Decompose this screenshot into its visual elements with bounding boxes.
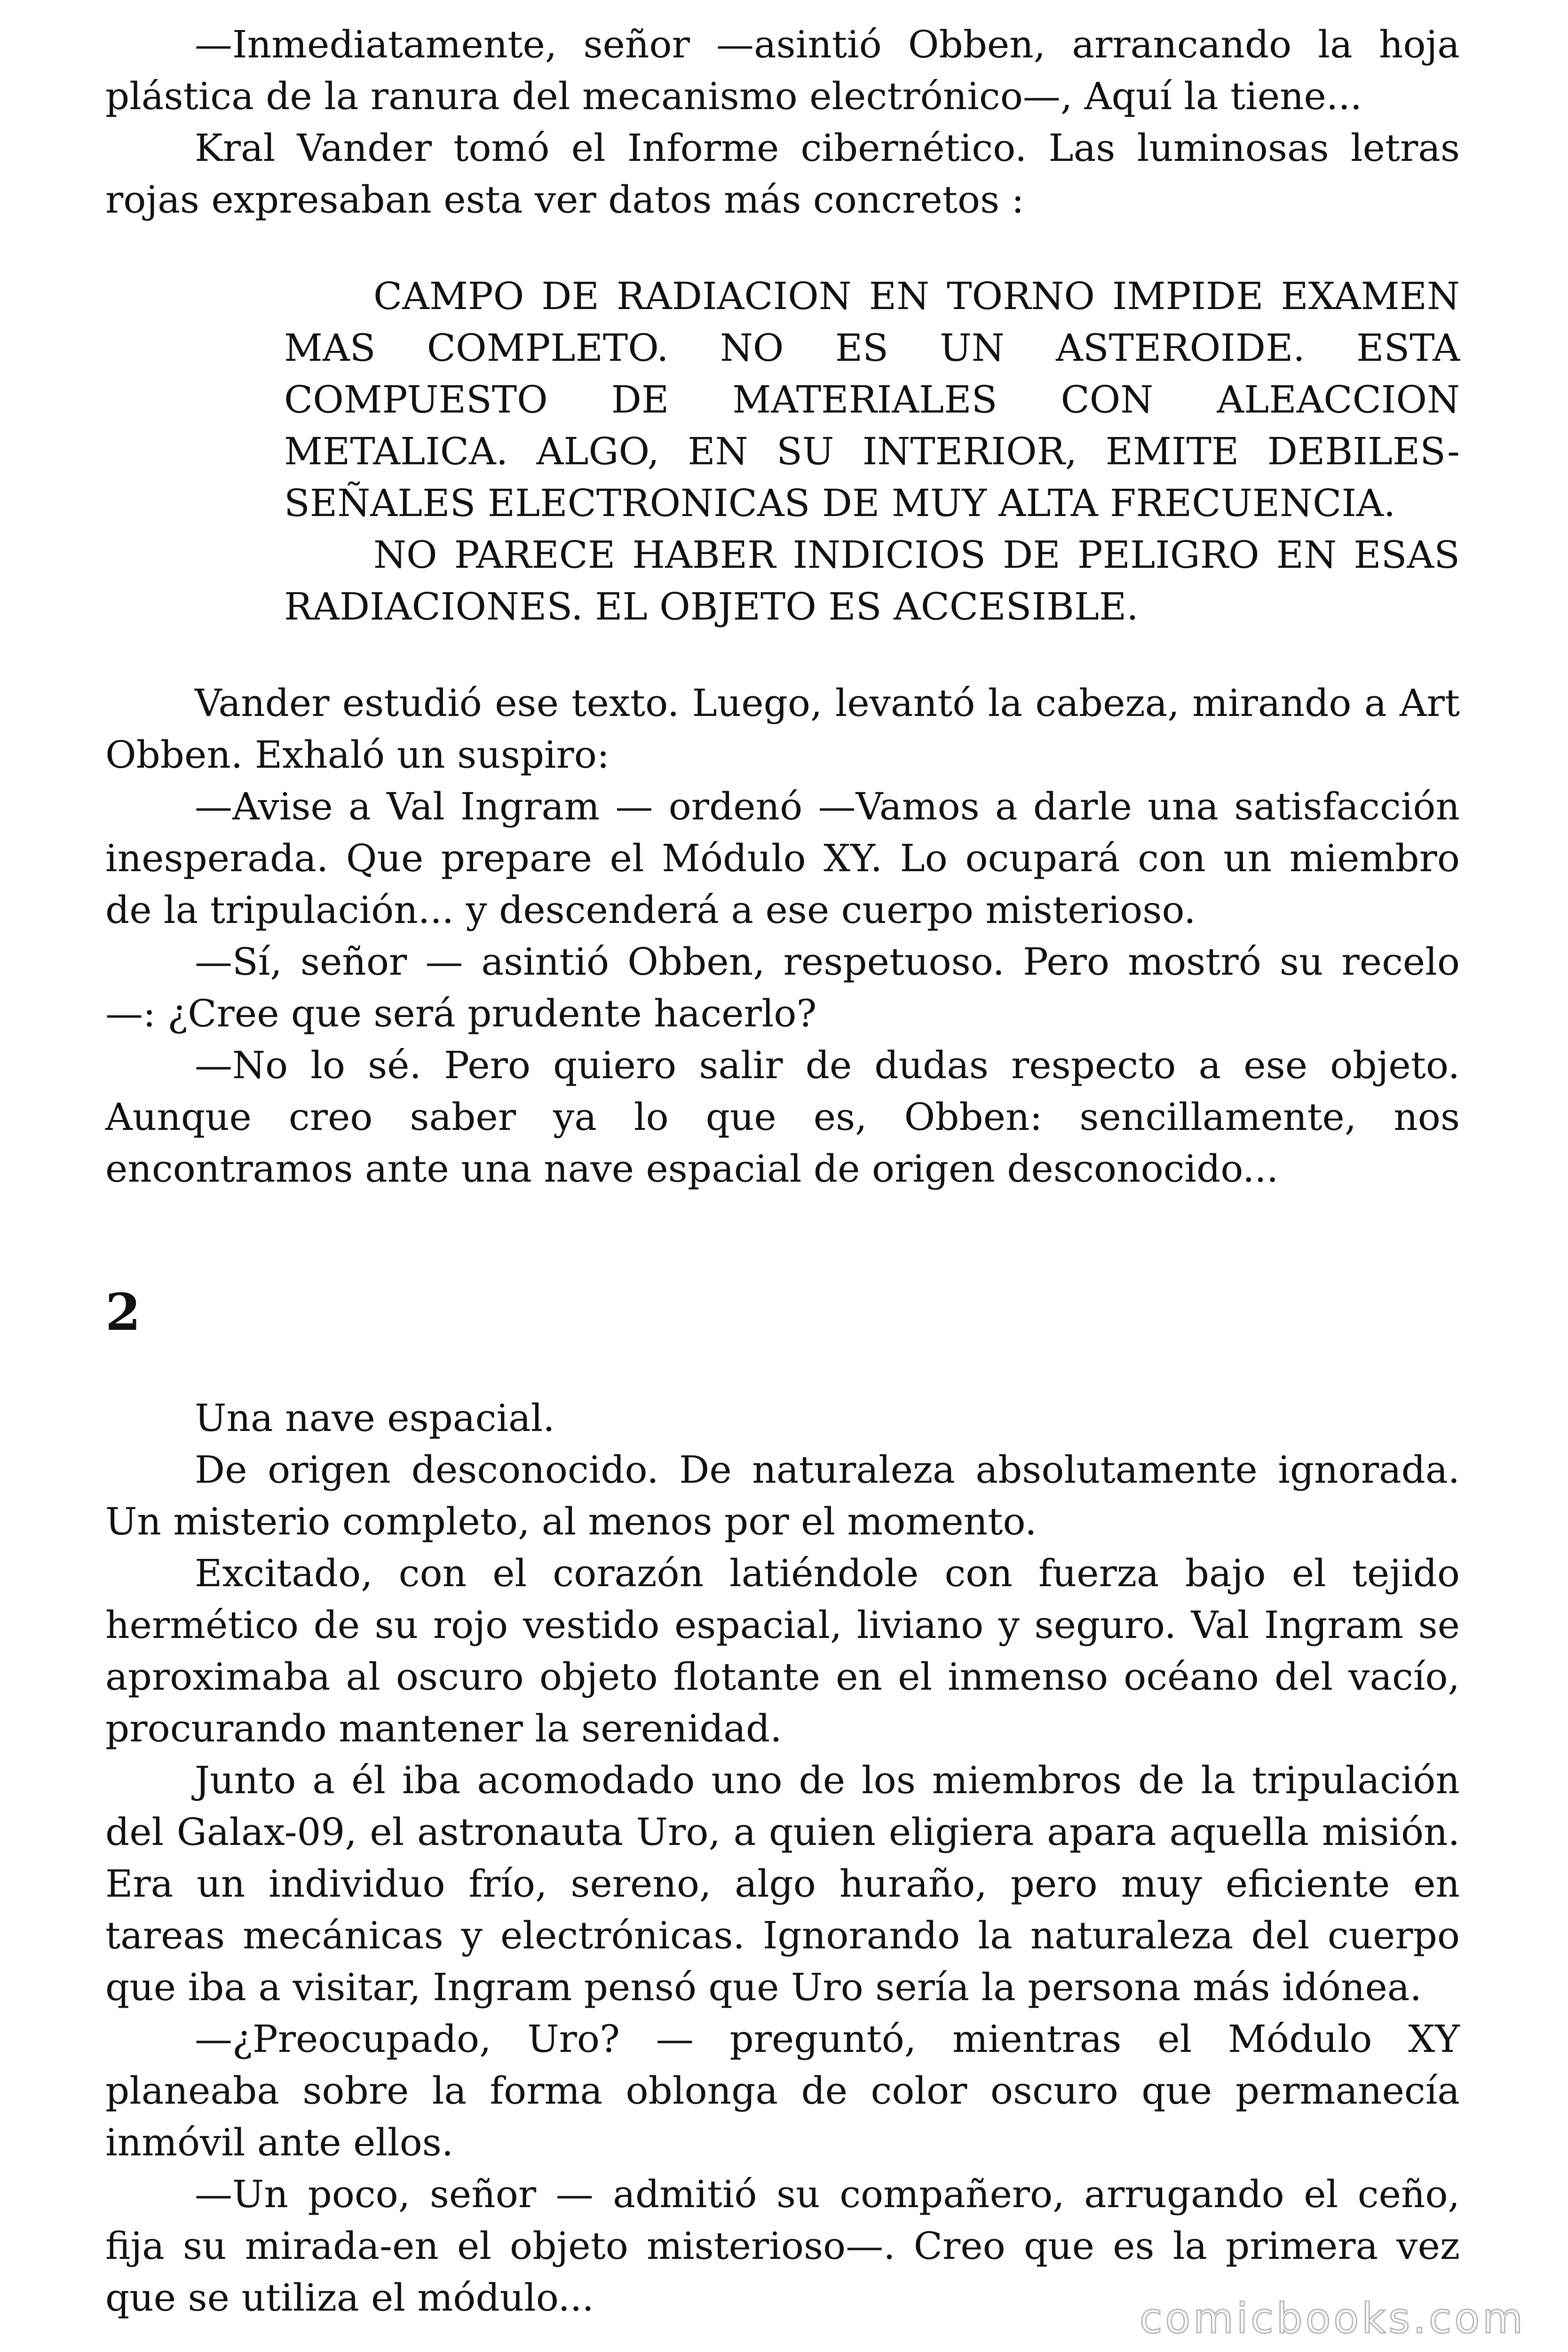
paragraph: Vander estudió ese texto. Luego, levantó la cabeza, mirando a Art Obben. Exhaló un suspiro: xyxy=(105,681,1460,777)
chapter-number: 2 xyxy=(105,1283,141,1342)
paragraph: —¿Preocupado, Uro? — preguntó, mientras el Módulo XY planeaba sobre la forma oblonga de color oscuro que permanecía inmóvil ante ellos. xyxy=(105,2017,1460,2164)
report-paragraph: CAMPO DE RADIACION EN TORNO IMPIDE EXAMEN MAS COMPLETO. NO ES UN ASTEROIDE. ESTA COMPUESTO DE MATERIALES CON ALEACCION METALICA. ALGO, EN SU INTERIOR, EMITE DEBILES-SEÑALES ELECTRONICAS DE MUY ALTA FRECUENCIA. xyxy=(284,274,1460,525)
report-paragraph: NO PARECE HABER INDICIOS DE PELIGRO EN ESAS RADIACIONES. EL OBJETO ES ACCESIBLE. xyxy=(284,533,1460,628)
cybernetic-report xyxy=(284,270,1460,633)
paragraph: —Inmediatamente, señor —asintió Obben, arrancando la hoja plástica de la ranura del mecanismo electrónico—, Aquí la tiene... xyxy=(105,23,1460,118)
paragraph: —No lo sé. Pero quiero salir de dudas respecto a ese objeto. Aunque creo saber ya lo que es, Obben: sencillamente, nos encontramos ante una nave espacial de origen desconocido... xyxy=(105,1043,1460,1191)
paragraph: Junto a él iba acomodado uno de los miembros de la tripulación del Galax-09, el astronauta Uro, a quien eligiera apara aquella misión. Era un individuo frío, sereno, algo huraño, pero muy eficiente en tareas mecánicas y electrónicas. Ignorando la naturaleza del cuerpo que iba a visitar, Ingram pensó que Uro sería la persona más idónea. xyxy=(105,1758,1460,2009)
paragraph: —Avise a Val Ingram — ordenó —Vamos a darle una satisfacción inesperada. Que prepare el Módulo XY. Lo ocupará con un miembro de la tripulación... y descenderá a ese cuerpo misterioso. xyxy=(105,785,1460,932)
paragraph: Una nave espacial. xyxy=(195,1396,555,1440)
paragraph: Excitado, con el corazón latiéndole con fuerza bajo el tejido hermético de su rojo vestido espacial, liviano y seguro. Val Ingram se aproximaba al oscuro objeto flotante en el inmenso océano del vacío, procurando mantener la serenidad. xyxy=(105,1551,1460,1750)
paragraph: —Un poco, señor — admitió su compañero, arrugando el ceño, fija su mirada-en el objeto misterioso—. Creo que es la primera vez que se utiliza el módulo... xyxy=(105,2172,1460,2320)
watermark: comicbooks.com xyxy=(1139,2294,1526,2343)
paragraph: —Sí, señor — asintió Obben, respetuoso. Pero mostró su recelo —: ¿Cree que será prudente hacerlo? xyxy=(105,940,1460,1035)
paragraph: De origen desconocido. De naturaleza absolutamente ignorada. Un misterio completo, al menos por el momento. xyxy=(105,1448,1460,1543)
paragraph: Kral Vander tomó el Informe cibernético. Las luminosas letras rojas expresaban esta ver datos más concretos : xyxy=(105,126,1460,222)
book-page xyxy=(105,19,1460,2324)
